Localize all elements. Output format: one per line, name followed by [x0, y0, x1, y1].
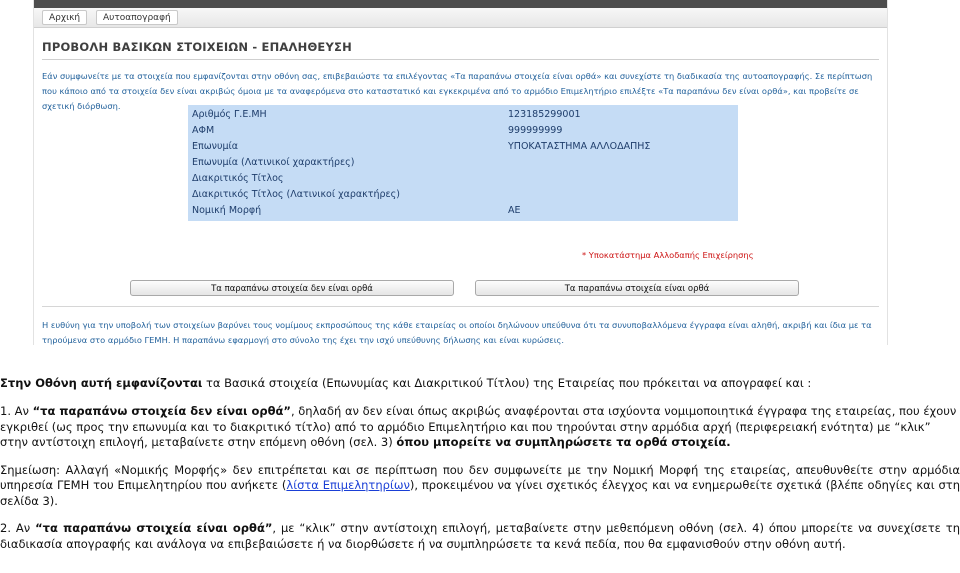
- row-value: ΥΠΟΚΑΤΑΣΤΗΜΑ ΑΛΛΟΔΑΠΗΣ: [508, 141, 651, 152]
- correct-button[interactable]: Τα παραπάνω στοιχεία είναι ορθά: [475, 280, 799, 296]
- company-details-table: [188, 105, 738, 221]
- doc-p2-text: , με “κλικ” στην αντίστοιχη επιλογή, μεταβαίνετε στην μεθεπόμενη οθόνη (σελ. 4) όπου μπορείτε να συνεχίσετε τη διαδικασία απογραφής και ανάλογα να επιβεβαιώσετε ή να διορθώσετε ή να συμπληρώσετε τα κενά πεδία, που θα εμφανισθούν στην οθόνη αυτή.: [0, 521, 960, 551]
- not-correct-button[interactable]: Τα παραπάνω στοιχεία δεν είναι ορθά: [130, 280, 454, 296]
- doc-paragraph-note: [0, 463, 960, 510]
- doc-p2-bold: “τα παραπάνω στοιχεία είναι ορθά”: [35, 521, 273, 535]
- doc-p1-bold: “τα παραπάνω στοιχεία δεν είναι ορθά”: [32, 404, 291, 418]
- table-row: [188, 154, 738, 171]
- row-label: Επωνυμία (Λατινικοί χαρακτήρες): [192, 157, 355, 168]
- row-label: Νομική Μορφή: [192, 205, 262, 216]
- doc-intro-text: τα Βασικά στοιχεία (Επωνυμίας και Διακριτικού Τίτλου) της Εταιρείας που πρόκειται να απογραφεί και :: [202, 376, 812, 390]
- table-row: [188, 170, 738, 187]
- nav-bar: [34, 8, 887, 28]
- doc-paragraph-intro: [0, 376, 960, 390]
- intro-text: Εάν συμφωνείτε με τα στοιχεία που εμφανίζονται στην οθόνη σας, επιβεβαιώστε τα επιλέγοντας «Τα παραπάνω στοιχεία είναι ορθά» και συνεχίστε τη διαδικασία της αυτοαπογραφής. Σε περίπτωση που κάποιο από τα στοιχεία δεν είναι ακριβώς όμοια με τα αναφερόμενα στο καταστατικό και εγκεκριμένα από το αρμόδιο Επιμελητήριο επιλέξτε «Τα παραπάνω δεν είναι ορθά», και προβείτε σε σχετική διόρθωση.: [42, 71, 873, 111]
- table-row: [188, 122, 738, 139]
- row-label: Διακριτικός Τίτλος (Λατινικοί χαρακτήρες): [192, 189, 400, 200]
- table-row: [188, 202, 738, 219]
- doc-p1-bold-end: όπου μπορείτε να συμπληρώσετε τα ορθά στοιχεία.: [396, 435, 731, 449]
- tab-home[interactable]: Αρχική: [42, 10, 87, 25]
- row-value: ΑΕ: [508, 205, 521, 216]
- row-value: 999999999: [508, 125, 563, 136]
- table-row: [188, 138, 738, 155]
- row-label: ΑΦΜ: [192, 125, 215, 136]
- footer-text: Η ευθύνη για την υποβολή των στοιχείων βαρύνει τους νομίμους εκπροσώπους της κάθε εταιρείας οι οποίοι δηλώνουν υπεύθυνα ότι τα συνυποβαλλόμενα έγγραφα είναι αληθή, ακριβή και ίδια με τα τηρούμενα στο αρμόδιο ΓΕΜΗ. Η παραπάνω εφαρμογή στο σύνολο της έχει την ισχύ υπεύθυνης δήλωσης και είναι κυρώσεις.: [42, 320, 872, 345]
- row-label: Αριθμός Γ.Ε.ΜΗ: [192, 109, 267, 120]
- row-label: Διακριτικός Τίτλος: [192, 173, 284, 184]
- doc-paragraph-1: [0, 404, 960, 451]
- app-window: [33, 0, 888, 345]
- row-label: Επωνυμία: [192, 141, 239, 152]
- doc-intro-bold: Στην Οθόνη αυτή εμφανίζονται: [0, 376, 203, 390]
- instructions-document: [0, 376, 960, 552]
- top-bar: [34, 0, 887, 8]
- page-title: ΠΡΟΒΟΛΗ ΒΑΣΙΚΩΝ ΣΤΟΙΧΕΙΩΝ - ΕΠΑΛΗΘΕΥΣΗ: [42, 40, 352, 54]
- title-divider: [42, 59, 879, 60]
- doc-p2-prefix: 2. Αν: [0, 521, 36, 535]
- doc-note-text: Σημείωση: Αλλαγή «Νομικής Μορφής» δεν επιτρέπεται και σε περίπτωση που δεν συμφωνείτε με την Νομική Μορφή της εταιρείας, απευθυνθείτε στην αρμόδια υπηρεσία ΓΕΜΗ του Επιμελητηρίου που ανήκετε (: [0, 462, 960, 492]
- button-divider: [42, 306, 879, 307]
- table-row: [188, 186, 738, 203]
- branch-note: * Υποκατάστημα Αλλοδαπής Επιχείρησης: [582, 250, 754, 260]
- chambers-list-link[interactable]: λίστα Επιμελητηρίων: [286, 478, 410, 492]
- doc-paragraph-2: [0, 521, 960, 552]
- doc-note-text-end: ), προκειμένου να γίνει σχετικός έλεγχος και να ενημερωθείτε σχετικά (βλέπε οδηγίες και στη σελίδα 3).: [0, 478, 960, 508]
- tab-self-registration[interactable]: Αυτοαπογραφή: [96, 10, 178, 25]
- doc-p1-prefix: 1. Αν: [0, 404, 33, 418]
- doc-p1-text: , δηλαδή αν δεν είναι όπως ακριβώς αναφέρονται στα ισχύοντα νομιμοποιητικά έγγραφα της εταιρείας, που έχουν εγκριθεί (ως προς την επωνυμία και το διακριτικό τίτλο) από το αρμόδιο Επιμελητήριο και που τηρούνται στην αρμόδια αρχή (περιφερειακή ενότητα) με “κλικ” στην αντίστοιχη επιλογή, μεταβαίνετε στην επόμενη οθόνη (σελ. 3): [0, 404, 957, 449]
- table-row: [188, 106, 738, 123]
- row-value: 123185299001: [508, 109, 581, 120]
